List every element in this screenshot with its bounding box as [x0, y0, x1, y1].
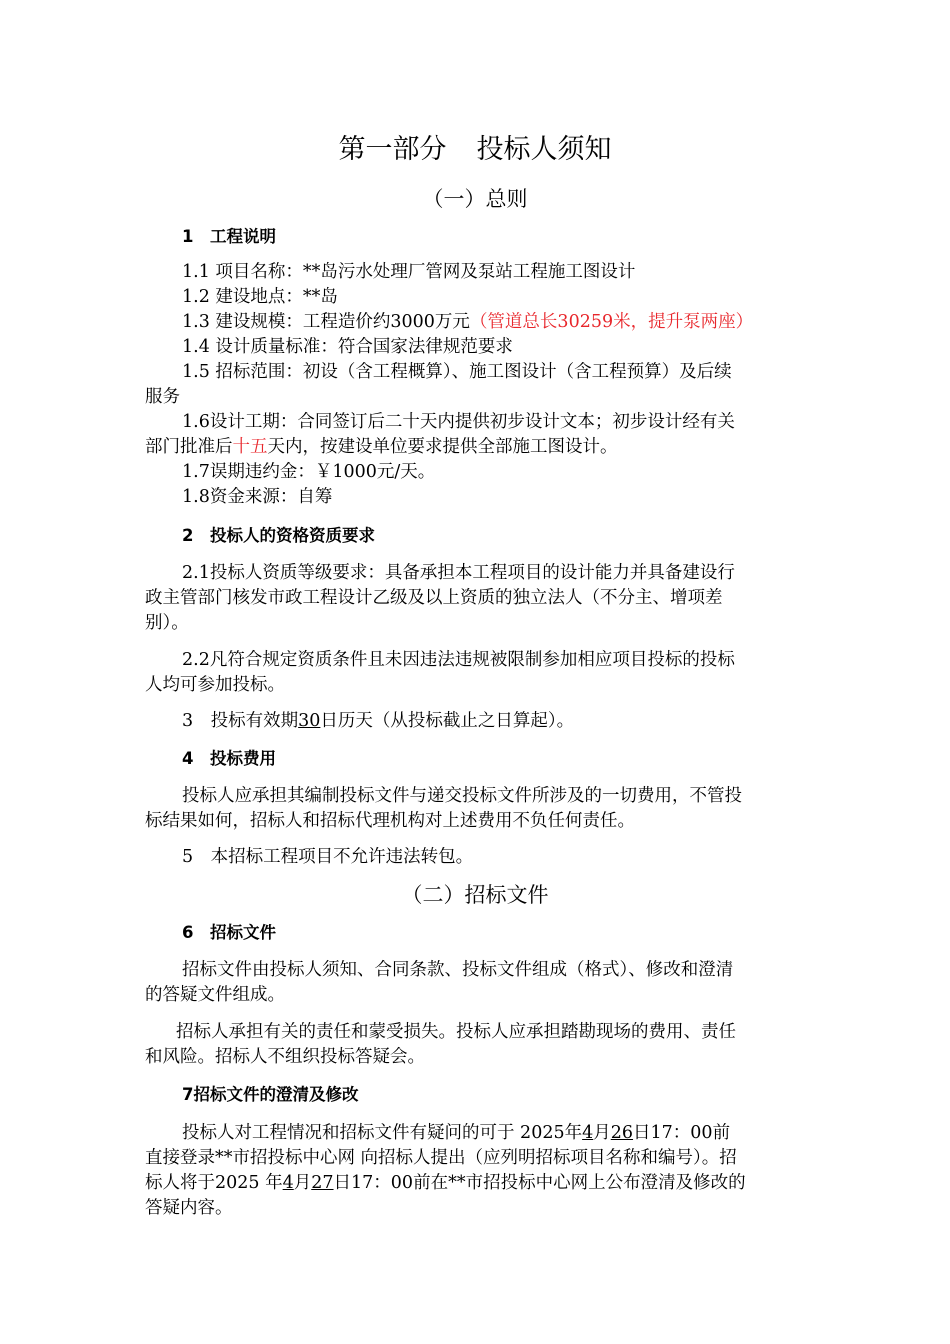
- heading-project-description: 1 工程说明: [182, 227, 276, 246]
- item-1-5-line2: 服务: [145, 387, 180, 407]
- item-1-8: 1.8资金来源：自筹: [182, 487, 333, 507]
- item-1-6-highlight: 十五: [232, 437, 268, 457]
- item-1-4: 1.4 设计质量标准：符合国家法律规范要求: [182, 337, 513, 357]
- item-7-line4: 答疑内容。: [145, 1198, 233, 1218]
- item-1-5-line1: 1.5 招标范围：初设（含工程概算）、施工图设计（含工程预算）及后续: [182, 362, 732, 382]
- clarify-text-a: 投标人对工程情况和招标文件有疑问的可于 2025年: [182, 1123, 583, 1143]
- item-6-line3: 招标人承担有关的责任和蒙受损失。投标人应承担踏勘现场的费用、责任: [176, 1022, 736, 1042]
- item-2-2-line2: 人均可参加投标。: [145, 675, 285, 695]
- item-1-2: 1.2 建设地点：**岛: [182, 287, 338, 307]
- item-1-3-text: 1.3 建设规模：工程造价约3000万元: [182, 312, 470, 332]
- item-1-6-text-a: 部门批准后: [145, 437, 233, 457]
- item-3-validity: [182, 709, 574, 733]
- heading-bid-cost: 4 投标费用: [182, 749, 276, 768]
- item-1-3-highlight: （管道总长30259米，提升泵两座）: [469, 312, 754, 332]
- item-1-7: 1.7误期违约金：￥1000元/天。: [182, 462, 436, 482]
- item-7-line1: [182, 1121, 730, 1145]
- publish-text-a: 标人将于2025 年: [145, 1173, 283, 1193]
- item-1-6-text-b: 天内，按建设单位要求提供全部施工图设计。: [267, 437, 618, 457]
- item-6-line1: 招标文件由投标人须知、合同条款、投标文件组成（格式）、修改和澄清: [182, 960, 734, 980]
- clarify-day: 26: [610, 1123, 634, 1143]
- clarify-text-b: 日17：00前: [633, 1123, 731, 1143]
- section-general-heading: （一）总则: [422, 187, 528, 211]
- page-title: [0, 132, 950, 168]
- publish-text-b: 日17：00前在**市招投标中心网上公布澄清及修改的: [333, 1173, 746, 1193]
- item-1-1: 1.1 项目名称：**岛污水处理厂管网及泵站工程施工图设计: [182, 262, 636, 282]
- item-2-1-line3: 别）。: [145, 613, 189, 633]
- item-2-2-line1: 2.2凡符合规定资质条件且未因违法违规被限制参加相应项目投标的投标: [182, 650, 735, 670]
- item-4-line2: 标结果如何，招标人和招标代理机构对上述费用不负任何责任。: [145, 811, 635, 831]
- clarify-month: 4: [582, 1123, 594, 1143]
- item-2-1-line1: 2.1投标人资质等级要求：具备承担本工程项目的设计能力并具备建设行: [182, 563, 735, 583]
- title-name: 投标人须知: [476, 134, 612, 165]
- item-5: 5 本招标工程项目不允许违法转包。: [182, 847, 474, 867]
- item-7-line2: 直接登录**市招投标中心网 向招标人提出（应列明招标项目名称和编号）。招: [145, 1148, 737, 1168]
- item-2-1-line2: 政主管部门核发市政工程设计乙级及以上资质的独立法人（不分主、增项差: [145, 588, 723, 608]
- clarify-month-unit: 月: [593, 1123, 611, 1143]
- validity-text: 日历天（从投标截止之日算起）。: [320, 711, 575, 731]
- validity-label: 3 投标有效期: [182, 711, 299, 731]
- publish-month-unit: 月: [293, 1173, 312, 1193]
- heading-tender-documents: 6 招标文件: [182, 923, 276, 942]
- validity-days: 30: [298, 711, 321, 731]
- heading-qualification: 2 投标人的资格资质要求: [182, 526, 375, 545]
- item-1-3: [182, 310, 753, 334]
- item-1-6-line2: [145, 435, 618, 459]
- publish-day: 27: [311, 1173, 334, 1193]
- item-7-line3: [145, 1171, 746, 1195]
- section-tender-docs-heading: （二）招标文件: [401, 883, 549, 907]
- title-part: 第一部分: [338, 134, 447, 165]
- item-1-6-line1: 1.6设计工期：合同签订后二十天内提供初步设计文本；初步设计经有关: [182, 412, 735, 432]
- heading-clarification: 7招标文件的澄清及修改: [182, 1085, 359, 1104]
- item-6-line4: 和风险。招标人不组织投标答疑会。: [145, 1047, 425, 1067]
- item-6-line2: 的答疑文件组成。: [145, 985, 285, 1005]
- item-4-line1: 投标人应承担其编制投标文件与递交投标文件所涉及的一切费用，不管投: [182, 786, 742, 806]
- publish-month: 4: [282, 1173, 294, 1193]
